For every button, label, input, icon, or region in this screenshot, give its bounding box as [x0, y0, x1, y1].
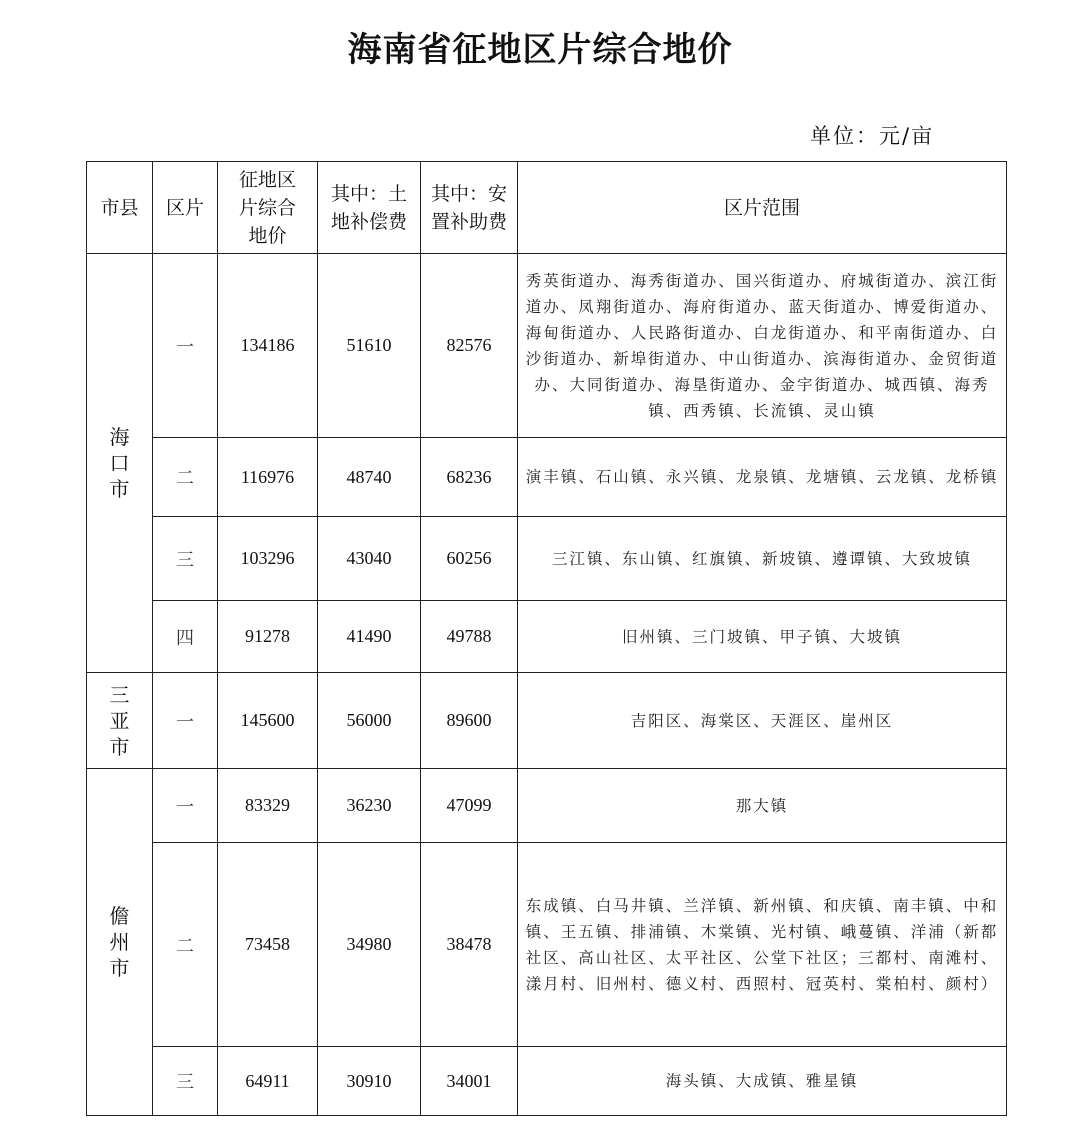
city-char: 亚	[109, 708, 130, 733]
table-row	[87, 517, 1007, 601]
city-cell-sanya	[87, 673, 153, 769]
header-area: 区片范围	[518, 162, 1007, 254]
city-char: 三	[109, 682, 130, 707]
price-cell: 134186	[218, 254, 318, 438]
zone-cell: 三	[153, 1047, 218, 1116]
price-cell: 145600	[218, 673, 318, 769]
page-title: 海南省征地区片综合地价	[347, 30, 733, 70]
land-cell: 51610	[318, 254, 421, 438]
table-row	[87, 673, 1007, 769]
land-cell: 36230	[318, 769, 421, 843]
unit-label: 单位：元/亩	[810, 124, 935, 148]
table-row	[87, 843, 1007, 1047]
table-row	[87, 438, 1007, 517]
price-cell: 116976	[218, 438, 318, 517]
city-char: 州	[109, 930, 130, 954]
table-row	[87, 254, 1007, 438]
city-char: 市	[109, 477, 130, 501]
land-cell: 56000	[318, 673, 421, 769]
header-resettlement: 其中：安置补助费	[421, 162, 518, 254]
header-land-compensation: 其中：土地补偿费	[318, 162, 421, 254]
price-cell: 64911	[218, 1047, 318, 1116]
city-cell-haikou	[87, 254, 153, 673]
land-cell: 41490	[318, 601, 421, 673]
resettle-cell: 47099	[421, 769, 518, 843]
resettle-cell: 60256	[421, 517, 518, 601]
price-cell: 73458	[218, 843, 318, 1047]
zone-cell: 一	[153, 769, 218, 843]
city-char: 市	[109, 956, 130, 980]
resettle-cell: 34001	[421, 1047, 518, 1116]
city-char: 市	[109, 734, 130, 759]
city-char: 儋	[109, 904, 130, 928]
resettle-cell: 68236	[421, 438, 518, 517]
table-row	[87, 769, 1007, 843]
land-cell: 43040	[318, 517, 421, 601]
area-cell: 海头镇、大成镇、雅星镇	[518, 1047, 1007, 1116]
land-cell: 48740	[318, 438, 421, 517]
zone-cell: 二	[153, 843, 218, 1047]
land-cell: 34980	[318, 843, 421, 1047]
table-row	[87, 1047, 1007, 1116]
area-cell: 吉阳区、海棠区、天涯区、崖州区	[518, 673, 1007, 769]
land-price-table	[86, 161, 1007, 1116]
header-row	[87, 162, 1007, 254]
zone-cell: 一	[153, 254, 218, 438]
resettle-cell: 38478	[421, 843, 518, 1047]
header-zone: 区片	[153, 162, 218, 254]
resettle-cell: 82576	[421, 254, 518, 438]
price-cell: 91278	[218, 601, 318, 673]
zone-cell: 二	[153, 438, 218, 517]
city-char: 海	[109, 425, 130, 449]
area-cell: 演丰镇、石山镇、永兴镇、龙泉镇、龙塘镇、云龙镇、龙桥镇	[518, 438, 1007, 517]
area-cell: 秀英街道办、海秀街道办、国兴街道办、府城街道办、滨江街道办、凤翔街道办、海府街道办、蓝天街道办、博爱街道办、海甸街道办、人民路街道办、白龙街道办、和平南街道办、白沙街道办、新埠街道办、中山街道办、滨海街道办、金贸街道办、大同街道办、海垦街道办、金宇街道办、城西镇、海秀镇、西秀镇、长流镇、灵山镇	[518, 254, 1007, 438]
table-row	[87, 601, 1007, 673]
city-cell-danzhou	[87, 769, 153, 1116]
header-city: 市县	[87, 162, 153, 254]
area-cell: 东成镇、白马井镇、兰洋镇、新州镇、和庆镇、南丰镇、中和镇、王五镇、排浦镇、木棠镇、光村镇、峨蔓镇、洋浦（新都社区、高山社区、太平社区、公堂下社区；三都村、南滩村、漾月村、旧州村、德义村、西照村、冠英村、棠柏村、颜村）	[518, 843, 1007, 1047]
zone-cell: 四	[153, 601, 218, 673]
price-cell: 83329	[218, 769, 318, 843]
area-cell: 旧州镇、三门坡镇、甲子镇、大坡镇	[518, 601, 1007, 673]
price-cell: 103296	[218, 517, 318, 601]
resettle-cell: 49788	[421, 601, 518, 673]
header-price: 征地区片综合地价	[218, 162, 318, 254]
area-cell: 三江镇、东山镇、红旗镇、新坡镇、遵谭镇、大致坡镇	[518, 517, 1007, 601]
resettle-cell: 89600	[421, 673, 518, 769]
land-cell: 30910	[318, 1047, 421, 1116]
zone-cell: 一	[153, 673, 218, 769]
area-cell: 那大镇	[518, 769, 1007, 843]
city-char: 口	[109, 451, 130, 475]
zone-cell: 三	[153, 517, 218, 601]
